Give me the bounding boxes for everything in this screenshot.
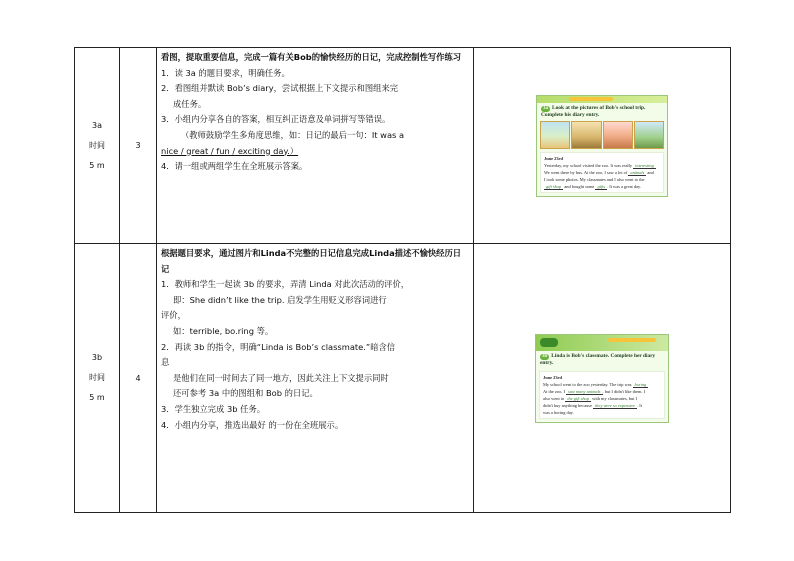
section-label: 3b — [91, 353, 103, 362]
activity-cell — [157, 244, 474, 513]
exercise-instruction: Look at the pictures of Bob's school trip. Complete his diary entry. — [541, 104, 646, 118]
activity-item: 评价， — [161, 310, 186, 321]
textbook-image-3a — [536, 95, 668, 197]
section-cell — [75, 48, 120, 244]
table-row — [75, 244, 731, 513]
picture-zoo — [571, 121, 601, 149]
time-label: 时间 — [89, 140, 105, 150]
step-cell: 4 — [120, 244, 157, 513]
diary-date: June 23rd — [544, 155, 563, 161]
exercise-title — [536, 351, 668, 369]
diary-date: June 23rd — [543, 374, 562, 380]
logo — [540, 338, 558, 347]
activity-item: 1．读 3a 的题目要求，明确任务。 — [161, 67, 290, 78]
activity-heading: 根据题目要求，通过图片和Linda不完整的日记信息完成Linda描述不愉快经历日记 — [161, 248, 462, 274]
time-label: 时间 — [89, 373, 105, 382]
diary-blank: interesting — [635, 162, 654, 168]
time-value: 5 m — [89, 160, 105, 170]
picture-gift-shop — [634, 121, 664, 149]
table-row — [75, 48, 731, 244]
diary-text: and — [647, 169, 654, 175]
banner — [536, 335, 668, 351]
diary-text: My school went to the zoo yesterday. The trip was — [543, 381, 632, 387]
diary-text: . It — [637, 402, 642, 408]
activity-item: 息 — [161, 357, 170, 368]
diary-text: also went to — [543, 395, 565, 401]
exercise-instruction: Linda is Bob's classmate. Complete her diary entry. — [540, 352, 656, 366]
diary-entry — [540, 152, 664, 193]
activity-item: 3．小组内分享各自的答案，相互纠正语意及单词拼写等错误。 — [161, 114, 391, 125]
activity-item: 3．学生独立完成 3b 任务。 — [161, 403, 266, 414]
activity-item: 2．再读 3b 的指令，明确“Linda is Bob’s classmate.”暗含信 — [161, 341, 396, 352]
activity-item: 4．小组内分享，推选出最好 的一份在全班展示。 — [161, 419, 344, 430]
activity-cell — [157, 48, 474, 244]
exercise-number: 3b — [542, 353, 548, 359]
step-cell: 3 — [120, 48, 157, 244]
diary-blank: the gift shop — [567, 395, 590, 401]
textbook-image-3b — [535, 334, 669, 423]
picture-photos — [603, 121, 633, 149]
diary-text: didn't buy anything because — [543, 402, 592, 408]
diary-text: and bought some — [564, 183, 595, 189]
time-value: 5 m — [89, 393, 105, 402]
activity-item: 即：She didn’t like the trip. 启发学生用贬义形容词进行 — [173, 294, 387, 305]
diary-text: with my classmates, but I — [592, 395, 637, 401]
activity-item: 还可参考 3a 中的图组和 Bob 的日记。 — [173, 388, 318, 399]
banner — [537, 96, 667, 103]
activity-heading: 看图，提取重要信息，完成一篇有关Bob的愉快经历的日记，完成控制性写作练习 — [161, 52, 462, 62]
diary-blank: gift shop — [546, 183, 562, 189]
activity-item: 如：terrible, bo.ring 等。 — [173, 325, 274, 336]
image-cell — [474, 48, 731, 244]
exercise-title — [537, 103, 667, 120]
activity-item: （教师鼓励学生多角度思维，如：日记的最后一句：It was a — [181, 129, 405, 140]
activity-item: 1．教师和学生一起读 3b 的要求，弄清 Linda 对此次活动的评价， — [161, 279, 410, 290]
diary-text: Yesterday, my school visited the zoo. It was really — [544, 162, 633, 168]
diary-blank: saw many animals — [568, 388, 601, 394]
section-label: 3a — [92, 120, 102, 130]
diary-text: At the zoo, I — [543, 388, 565, 394]
diary-text: I took some photos. My classmates and I also went to the — [544, 176, 645, 182]
activity-item: 2．看图组并默读 Bob’s diary，尝试根据上下文提示和图组来完 — [161, 83, 399, 94]
activity-item: 4．请一组或两组学生在全班展示答案。 — [161, 161, 308, 172]
diary-blank: boring — [634, 381, 647, 387]
activity-item: 是他们在同一时间去了同一地方，因此关注上下文提示同时 — [173, 372, 389, 383]
diary-text: We went there by bus. At the zoo, I saw a lot of — [544, 169, 628, 175]
diary-entry — [539, 371, 665, 419]
image-cell — [474, 244, 731, 513]
banner-tag — [608, 338, 656, 342]
exercise-number: 3a — [543, 105, 548, 111]
section-cell — [75, 244, 120, 513]
lesson-plan-table — [74, 47, 731, 513]
diary-text: . It was a great day. — [607, 183, 642, 189]
diary-blank: animals — [630, 169, 645, 175]
diary-text: was a boring day. — [543, 409, 574, 415]
diary-text: , but I didn't like them. I — [602, 388, 646, 394]
picture-bus — [540, 121, 570, 149]
activity-item: 成任务。 — [173, 98, 207, 109]
banner-tag — [569, 97, 613, 101]
diary-blank: gifts — [597, 183, 606, 189]
picture-strip — [537, 120, 667, 150]
diary-blank: they were so expensive — [595, 402, 636, 408]
activity-item: nice / great / fun / exciting day.） — [161, 145, 299, 156]
